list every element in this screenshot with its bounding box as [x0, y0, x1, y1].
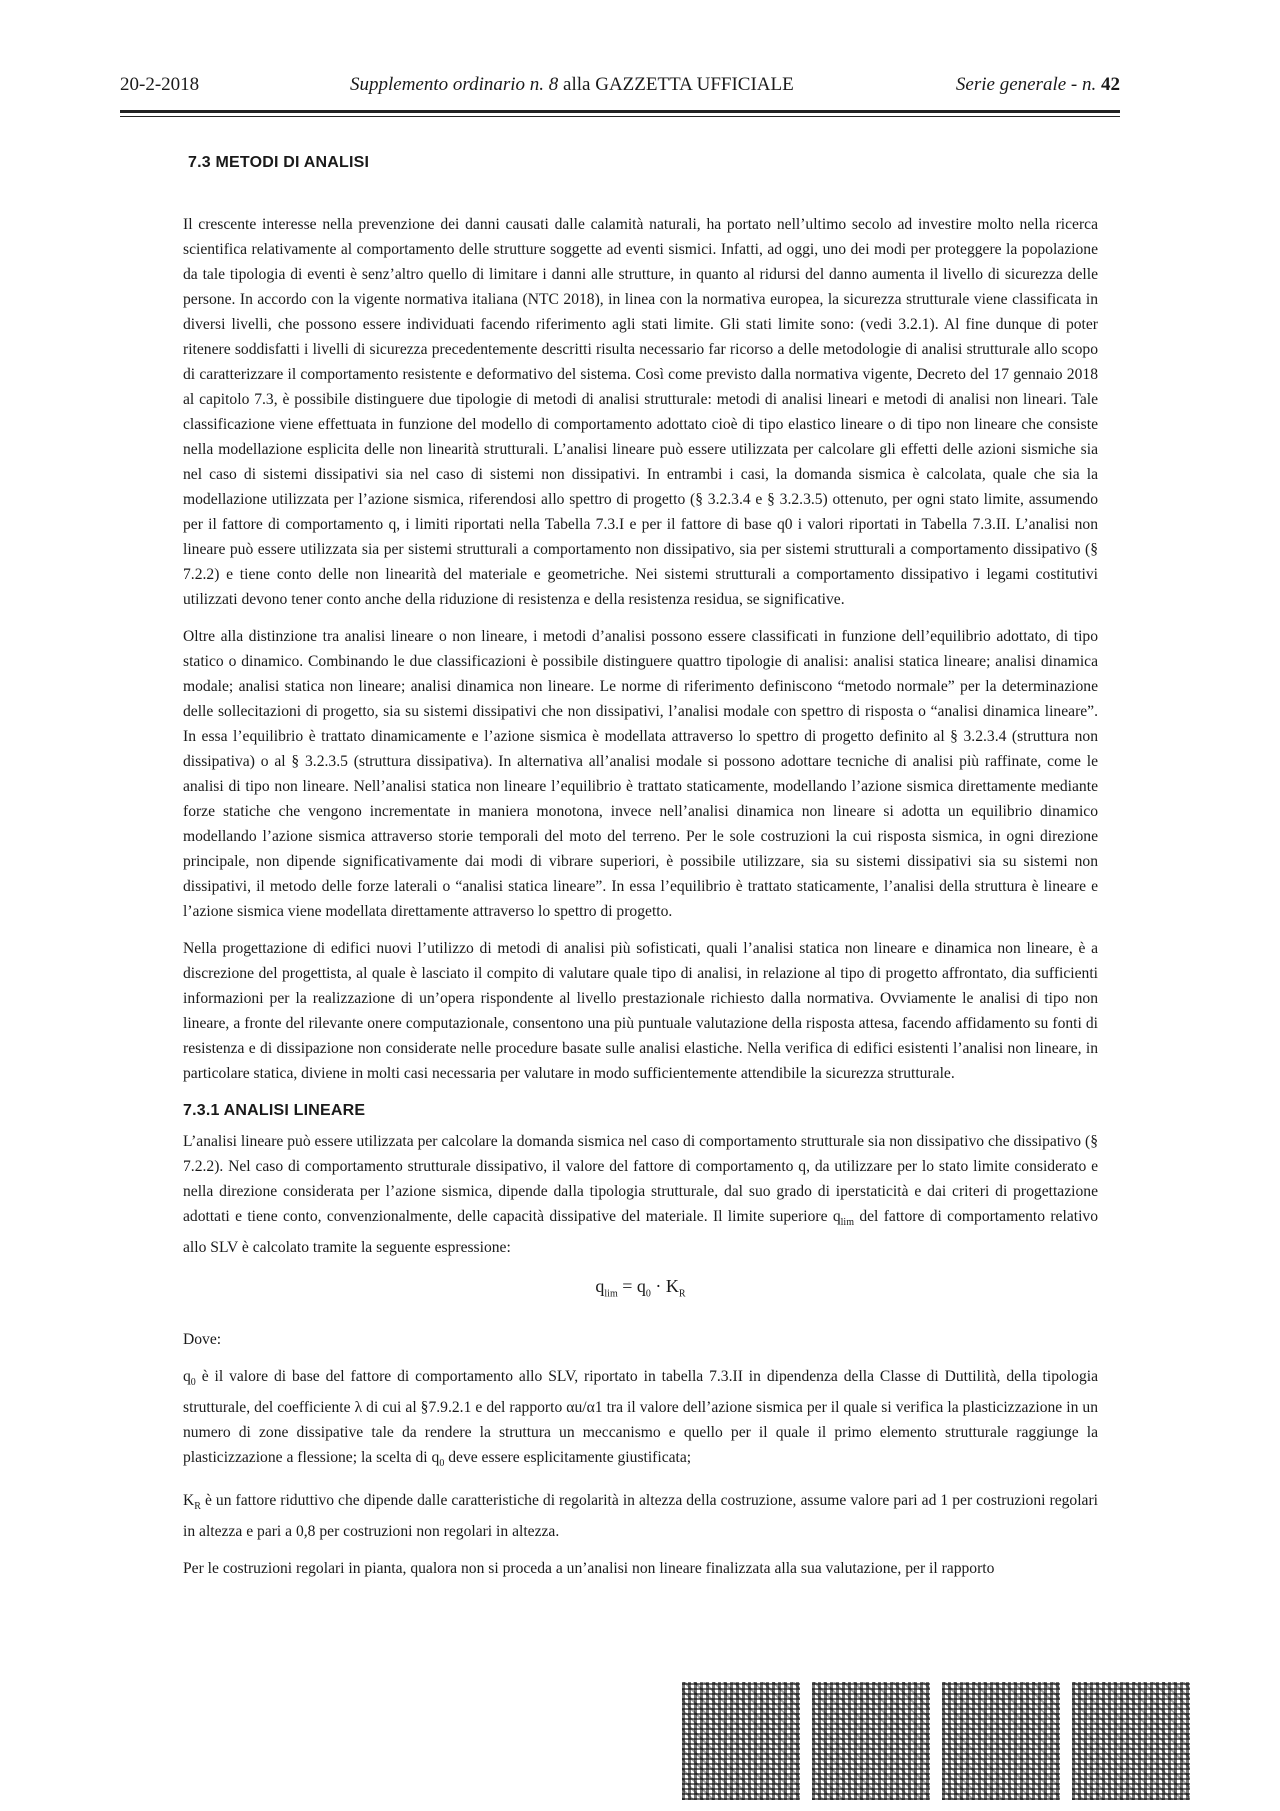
- text-run: del fattore di comportamento relativo allo SLV è calcolato tramite la seguente espressione:: [183, 1208, 1098, 1257]
- text-run: è il valore di base del fattore di comportamento allo SLV, riportato in tabella 7.3.II in dipendenza della Classe di Duttilità, della tipologia strutturale, del coefficiente λ di cui al §7.9.2.1 e del rapporto αu/α1 tra il valore dell’azione sismica per il quale si verifica la plasticizzazione in un numero di zone dissipative tale da rendere la struttura un meccanismo e quello per il quale il primo elemento strutturale raggiunge la plasticizzazione a flessione; la scelta di q: [183, 1367, 1098, 1466]
- subscript: R: [194, 1501, 201, 1513]
- page-number: 42: [1101, 74, 1120, 95]
- section-paragraph-1: Il crescente interesse nella prevenzione dei danni causati dalle calamità naturali, ha portato nell’ultimo secolo ad investire molto nella ricerca scientifica relativamente al comportamento delle strutture soggette ad eventi sismici. Infatti, ad oggi, uno dei modi per proteggere la popolazione da tale tipologia di eventi è senz’altro quello di limitare i danni alle strutture, in quanto al ridursi del danno aumenta il livello di sicurezza delle persone. In accordo con la vigente normativa italiana (NTC 2018), in linea con la normativa europea, la sicurezza strutturale viene classificata in diversi livelli, che possono essere individuati facendo riferimento agli stati limite. Gli stati limite sono: (vedi 3.2.1). Al fine dunque di poter ritenere soddisfatti i livelli di sicurezza precedentemente descritti risulta necessario far ricorso a delle metodologie di analisi strutturale allo scopo di caratterizzare il comportamento resistente e deformativo del sistema. Così come previsto dalla normativa vigente, Decreto del 17 gennaio 2018 al capitolo 7.3, è possibile distinguere due tipologie di metodi di analisi strutturale: metodi di analisi lineari e metodi di analisi non lineari. Tale classificazione viene effettuata in funzione del modello di comportamento adottato cioè di tipo elastico lineare o di tipo non lineare che consiste nella modellazione esplicita delle non linearità strutturali. L’analisi lineare può essere utilizzata per calcolare gli effetti delle azioni sismiche sia nel caso di sistemi dissipativi sia nel caso di sistemi non dissipativi. In entrambi i casi, la domanda sismica è calcolata, quale che sia la modellazione utilizzata per l’azione sismica, riferendosi allo spettro di progetto (§ 3.2.3.4 e § 3.2.3.5) ottenuto, per ogni stato limite, assumendo per il fattore di comportamento q, i limiti riportati nella Tabella 7.3.I e per il fattore di base q0 i valori riportati in Tabella 7.3.II. L’analisi non lineare può essere utilizzata sia per sistemi strutturali a comportamento non dissipativo, sia per sistemi strutturali a comportamento dissipativo (§ 7.2.2) e tiene conto delle non linearità del materiale e geometriche. Nei sistemi strutturali a comportamento dissipativo i legami costitutivi utilizzati devono tener conto anche della riduzione di resistenza e della resistenza residua, se significative.: [183, 216, 1098, 608]
- q0-definition: [183, 1364, 1098, 1476]
- formula-symbol: q: [595, 1276, 605, 1297]
- series-separator: - n.: [1066, 74, 1101, 95]
- subscript: 0: [439, 1457, 445, 1469]
- header-rule-thick: [120, 110, 1120, 113]
- formula-symbol: · K: [650, 1276, 679, 1297]
- symbol: q: [183, 1367, 191, 1385]
- header-rule-thin: [120, 116, 1120, 117]
- page-header: [120, 74, 1120, 104]
- text-run: è un fattore riduttivo che dipende dalle caratteristiche di regolarità in altezza della costruzione, assume valore pari ad 1 per costruzioni regolari in altezza e pari a 0,8 per costruzioni non regolari in altezza.: [183, 1491, 1098, 1541]
- document-body: [183, 150, 1098, 1593]
- text-run: deve essere esplicitamente giustificata;: [444, 1448, 692, 1466]
- datamatrix-code-2: [812, 1682, 930, 1800]
- section-paragraph-3: Nella progettazione di edifici nuovi l’utilizzo di metodi di analisi più sofisticati, quali l’analisi statica non lineare e dinamica non lineare, è a discrezione del progettista, al quale è lasciato il compito di valutare quale tipo di analisi, in relazione al tipo di progetto affrontato, dia sufficienti informazioni per la realizzazione di un’opera rispondente al livello prestazionale richiesto dalla normativa. Ovviamente le analisi di tipo non lineare, a fronte del rilevante onere computazionale, consentono una più puntuale valutazione della risposta attesa, facendo affidamento su fonti di resistenza e di dissipazione non considerate nelle procedure basate sulle analisi elastiche. Nella verifica di edifici esistenti l’analisi non lineare, in particolare statica, diviene in molti casi necessaria per valutare in modo sufficientemente attendibile la sicurezza strutturale.: [183, 940, 1098, 1082]
- formula-symbol: = q: [617, 1276, 646, 1297]
- header-series: [956, 74, 1120, 96]
- kr-definition: [183, 1488, 1098, 1544]
- datamatrix-code-1: [682, 1682, 800, 1800]
- symbol: K: [183, 1491, 195, 1509]
- header-publication: [350, 74, 794, 96]
- gazzetta-label: alla GAZZETTA UFFICIALE: [563, 74, 794, 95]
- datamatrix-code-4: [1072, 1682, 1190, 1800]
- header-date: 20-2-2018: [120, 74, 200, 95]
- publication-title: Supplemento ordinario n. 8: [350, 74, 559, 95]
- section-paragraph-2: Oltre alla distinzione tra analisi lineare o non lineare, i metodi d’analisi possono essere classificati in funzione dell’equilibrio adottato, di tipo statico o dinamico. Combinando le due classificazioni è possibile distinguere quattro tipologie di analisi: analisi statica lineare; analisi dinamica modale; analisi statica non lineare; analisi dinamica non lineare. Le norme di riferimento definiscono “metodo normale” per la determinazione delle sollecitazioni di progetto, sia su sistemi dissipativi che non dissipativi, l’analisi modale con spettro di risposta o “analisi dinamica lineare”. In essa l’equilibrio è trattato dinamicamente e l’azione sismica è modellata attraverso lo spettro di progetto definito al § 3.2.3.4 (struttura non dissipativa) o al § 3.2.3.5 (struttura dissipativa). In alternativa all’analisi modale si possono adottare tecniche di analisi più raffinate, come le analisi di tipo non lineare. Nell’analisi statica non lineare l’equilibrio è trattato staticamente, modellando l’azione sismica direttamente mediante forze statiche che vengono incrementate in maniera monotona, invece nell’analisi dinamica non lineare si adotta un equilibrio dinamico modellando l’azione sismica attraverso storie temporali del moto del terreno. Per le sole costruzioni la cui risposta sismica, in ogni direzione principale, non dipende significativamente dai modi di vibrare superiori, è possibile utilizzare, sia su sistemi dissipativi sia su sistemi non dissipativi, il metodo delle forze laterali o “analisi statica lineare”. In essa l’equilibrio è trattato staticamente, l’analisi della struttura è lineare e l’azione sismica viene modellata direttamente attraverso lo spettro di progetto.: [183, 628, 1098, 920]
- last-paragraph: Per le costruzioni regolari in pianta, qualora non si proceda a un’analisi non lineare finalizzata alla sua valutazione, per il rapporto: [183, 1560, 995, 1578]
- section-title: 7.3 METODI DI ANALISI: [188, 154, 370, 171]
- subscript-lim: lim: [840, 1217, 854, 1229]
- series-label: Serie generale: [955, 74, 1067, 95]
- formula-subscript: R: [678, 1288, 686, 1300]
- text-run: L’analisi lineare può essere utilizzata per calcolare la domanda sismica nel caso di comportamento strutturale sia non dissipativo che dissipativo (§ 7.2.2). Nel caso di comportamento strutturale dissipativo, il valore del fattore di comportamento q, da utilizzare per lo stato limite considerato e nella direzione considerata per l’azione sismica, dipende dalla tipologia strutturale, dal suo grado di iperstaticità e dai criteri di progettazione adottati e tiene conto, convenzionalmente, delle capacità dissipative del materiale. Il limite superiore q: [183, 1133, 1098, 1225]
- subsection-title: 7.3.1 ANALISI LINEARE: [183, 1102, 366, 1119]
- subscript: 0: [190, 1376, 196, 1388]
- datamatrix-code-3: [942, 1682, 1060, 1800]
- dove-label: Dove:: [183, 1330, 222, 1348]
- formula-qlim: [183, 1274, 1098, 1307]
- formula-subscript: 0: [645, 1288, 651, 1300]
- subsection-paragraph-1: [183, 1129, 1098, 1260]
- barcode-strip: [682, 1682, 1192, 1802]
- formula-subscript: lim: [604, 1288, 618, 1300]
